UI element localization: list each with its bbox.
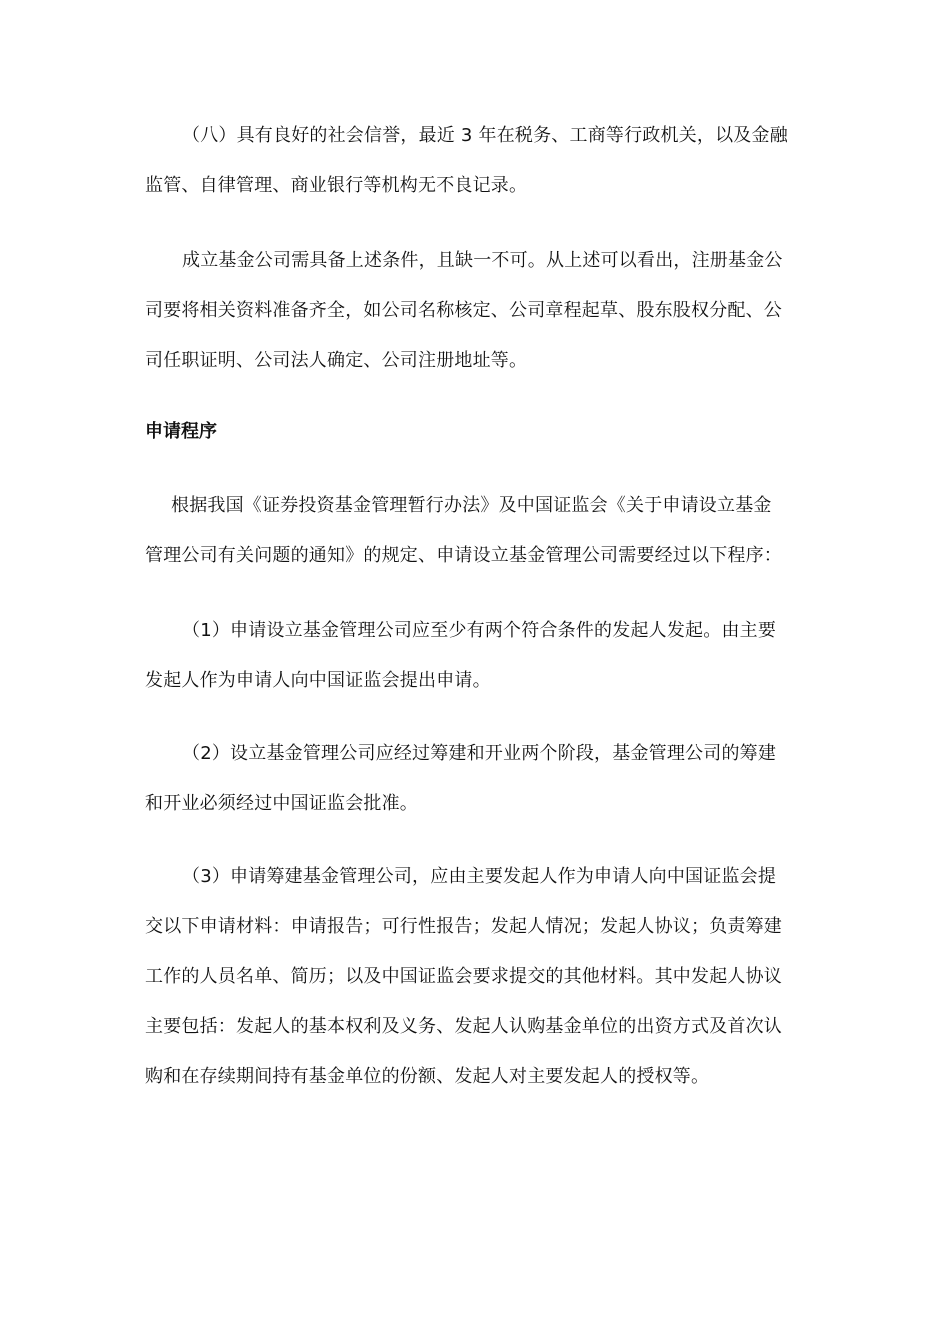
paragraph-step-3 (145, 852, 815, 1102)
paragraph-line: 工作的人员名单、简历；以及中国证监会要求提交的其他材料。其中发起人协议 (145, 966, 782, 987)
paragraph-line: 发起人作为申请人向中国证监会提出申请。 (145, 670, 491, 691)
paragraph-line: 和开业必须经过中国证监会批准。 (145, 793, 418, 814)
paragraph-step-1 (145, 606, 815, 706)
paragraph-line: 交以下申请材料：申请报告；可行性报告；发起人情况；发起人协议；负责筹建 (145, 916, 782, 937)
paragraph-line: （八）具有良好的社会信誉，最近 3 年在税务、工商等行政机关，以及金融 (182, 125, 788, 146)
paragraph-line: 司任职证明、公司法人确定、公司注册地址等。 (145, 350, 528, 371)
paragraph-step-2 (145, 729, 815, 829)
section-heading: 申请程序 (145, 421, 217, 442)
paragraph-conditions-summary (145, 236, 815, 386)
paragraph-regulation-basis (145, 481, 815, 581)
paragraph-credit-requirement (145, 111, 815, 211)
paragraph-line: （1）申请设立基金管理公司应至少有两个符合条件的发起人发起。由主要 (182, 620, 777, 641)
paragraph-line: 监管、自律管理、商业银行等机构无不良记录。 (145, 175, 528, 196)
paragraph-line: （3）申请筹建基金管理公司，应由主要发起人作为申请人向中国证监会提 (182, 866, 777, 887)
paragraph-line: 购和在存续期间持有基金单位的份额、发起人对主要发起人的授权等。 (145, 1066, 710, 1087)
paragraph-line: 成立基金公司需具备上述条件，且缺一不可。从上述可以看出，注册基金公 (182, 250, 783, 271)
paragraph-line: 根据我国《证券投资基金管理暂行办法》及中国证监会《关于申请设立基金 (171, 495, 772, 516)
paragraph-line: 管理公司有关问题的通知》的规定、申请设立基金管理公司需要经过以下程序： (145, 545, 782, 566)
paragraph-line: 主要包括：发起人的基本权利及义务、发起人认购基金单位的出资方式及首次认 (145, 1016, 782, 1037)
paragraph-line: 司要将相关资料准备齐全，如公司名称核定、公司章程起草、股东股权分配、公 (145, 300, 782, 321)
paragraph-line: （2）设立基金管理公司应经过筹建和开业两个阶段，基金管理公司的筹建 (182, 743, 777, 764)
